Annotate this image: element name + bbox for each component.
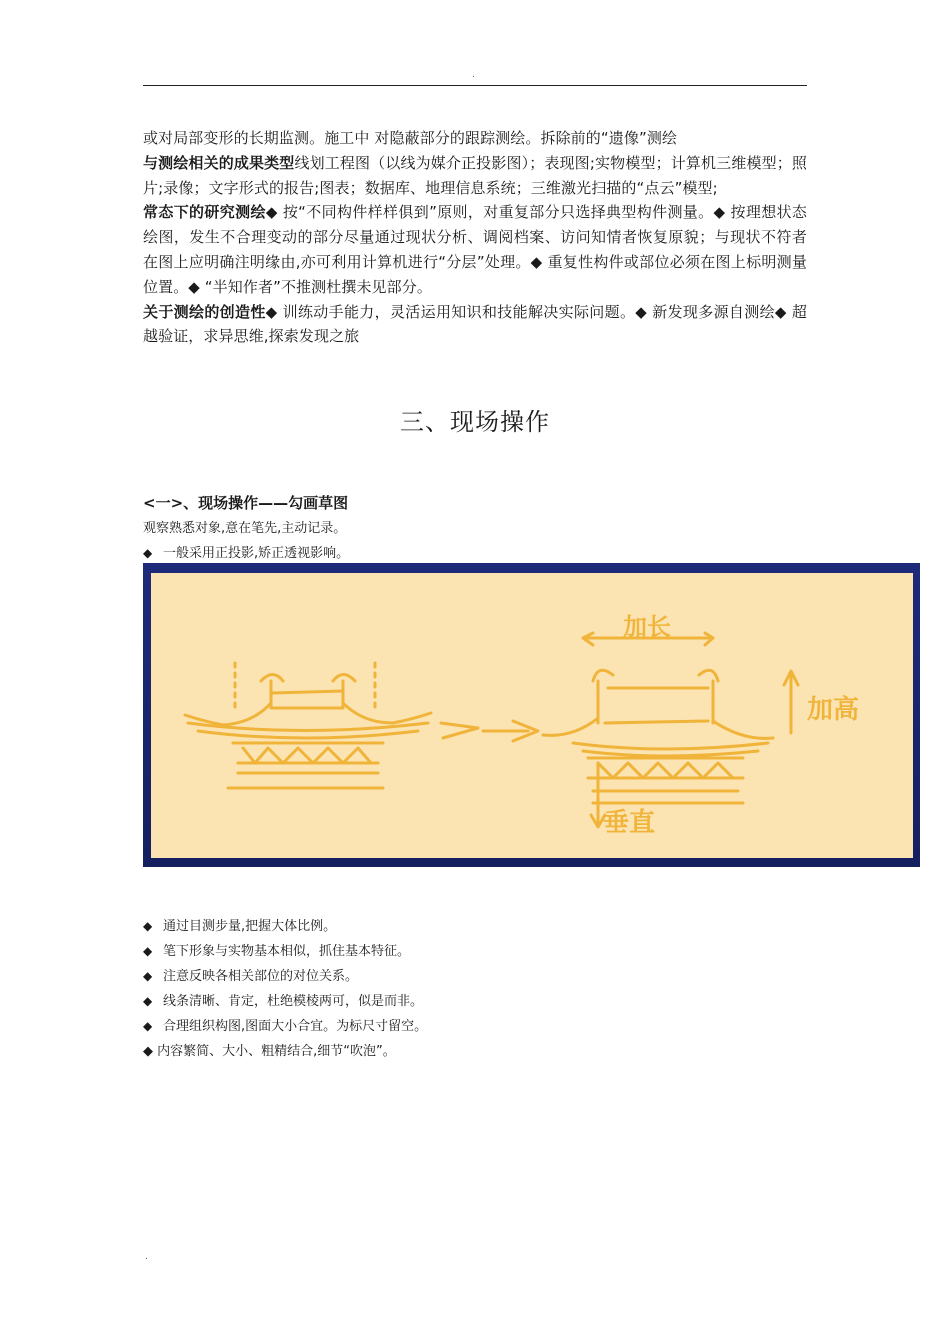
diamond-bullet-icon: ◆ [143, 944, 153, 958]
diamond-bullet-icon: ◆ [143, 969, 153, 983]
list-item [143, 964, 427, 989]
header-mark: . [472, 70, 475, 80]
list-item [143, 1014, 427, 1039]
diamond-bullet-icon: ◆ [143, 546, 153, 560]
footer-mark: . [145, 1252, 148, 1262]
section-title: 三、现场操作 [400, 408, 550, 436]
list-item [143, 989, 427, 1014]
subsection-title: <一>、现场操作——勾画草图 [143, 494, 349, 512]
sketch-tips-list [143, 914, 427, 1064]
sketch-paper [151, 573, 913, 858]
body-text [143, 126, 807, 349]
subsection-bullet-line [143, 542, 349, 561]
label-vertical: 垂直 [603, 808, 656, 838]
paragraph-heading: 关于测绘的创造性 [143, 302, 266, 321]
list-item-text: 笔下形象与实物基本相似，抓住基本特征。 [163, 944, 411, 959]
paragraph-result-types [143, 151, 807, 201]
diamond-bullet-icon: ◆ [143, 1019, 153, 1033]
roof-sketch-drawing [143, 563, 920, 867]
paragraph-creativity [143, 300, 807, 350]
paragraph-heading: 常态下的研究测绘 [143, 203, 266, 222]
paragraph-content: 线划工程图（以线为媒介正投影图）；表现图;实物模型；计算机三维模型；照片;录像；文字形式的报告;图表；数据库、地理信息系统；三维激光扫描的“点云”模型; [143, 153, 807, 197]
subsection-intro: 观察熟悉对象,意在笔先,主动记录。 [143, 521, 347, 536]
paragraph-content: ◆ 按“不同构件样样俱到”原则，对重复部分只选择典型构件测量。◆ 按理想状态绘图，发生不合理变动的部分尽量通过现状分析、调阅档案、访问知情者恢复原貌；与现状不符者在图上应明确注明缘由,亦可利用计算机进行“分层”处理。◆ 重复性构件或部位必须在图上标明测量位置。◆ “半知作者”不推测杜撰未见部分。 [143, 203, 808, 296]
list-item-text: 通过目测步量,把握大体比例。 [163, 919, 337, 934]
list-item-text: 注意反映各相关部位的对位关系。 [163, 969, 359, 984]
paragraph-monitoring: 或对局部变形的长期监测。施工中 对隐蔽部分的跟踪测绘。拆除前的“遗像”测绘 [143, 129, 678, 147]
diamond-bullet-icon: ◆ [143, 994, 153, 1008]
header-rule [143, 85, 807, 86]
list-item-text: 合理组织构图,图面大小合宜。为标尺寸留空。 [163, 1019, 428, 1034]
sketch-image [143, 563, 920, 867]
list-item [143, 914, 427, 939]
list-item [143, 939, 427, 964]
diamond-bullet-icon: ◆ [143, 919, 153, 933]
label-raise: 加高 [807, 695, 860, 725]
paragraph-content: ◆ 训练动手能力，灵活运用知识和技能解决实际问题。◆ 新发现多源自测绘◆ 超越验证，求异思维,探索发现之旅 [143, 302, 807, 346]
list-item-text: 线条清晰、肯定，杜绝模棱两可，似是而非。 [163, 994, 424, 1009]
label-widen: 加长 [623, 613, 671, 641]
list-item-last: ◆ 内容繁简、大小、粗精结合,细节“吹泡”。 [143, 1044, 396, 1059]
bullet-text: 一般采用正投影,矫正透视影响。 [163, 546, 350, 561]
paragraph-research-survey [143, 200, 807, 299]
paragraph-heading: 与测绘相关的成果类型 [143, 153, 295, 172]
